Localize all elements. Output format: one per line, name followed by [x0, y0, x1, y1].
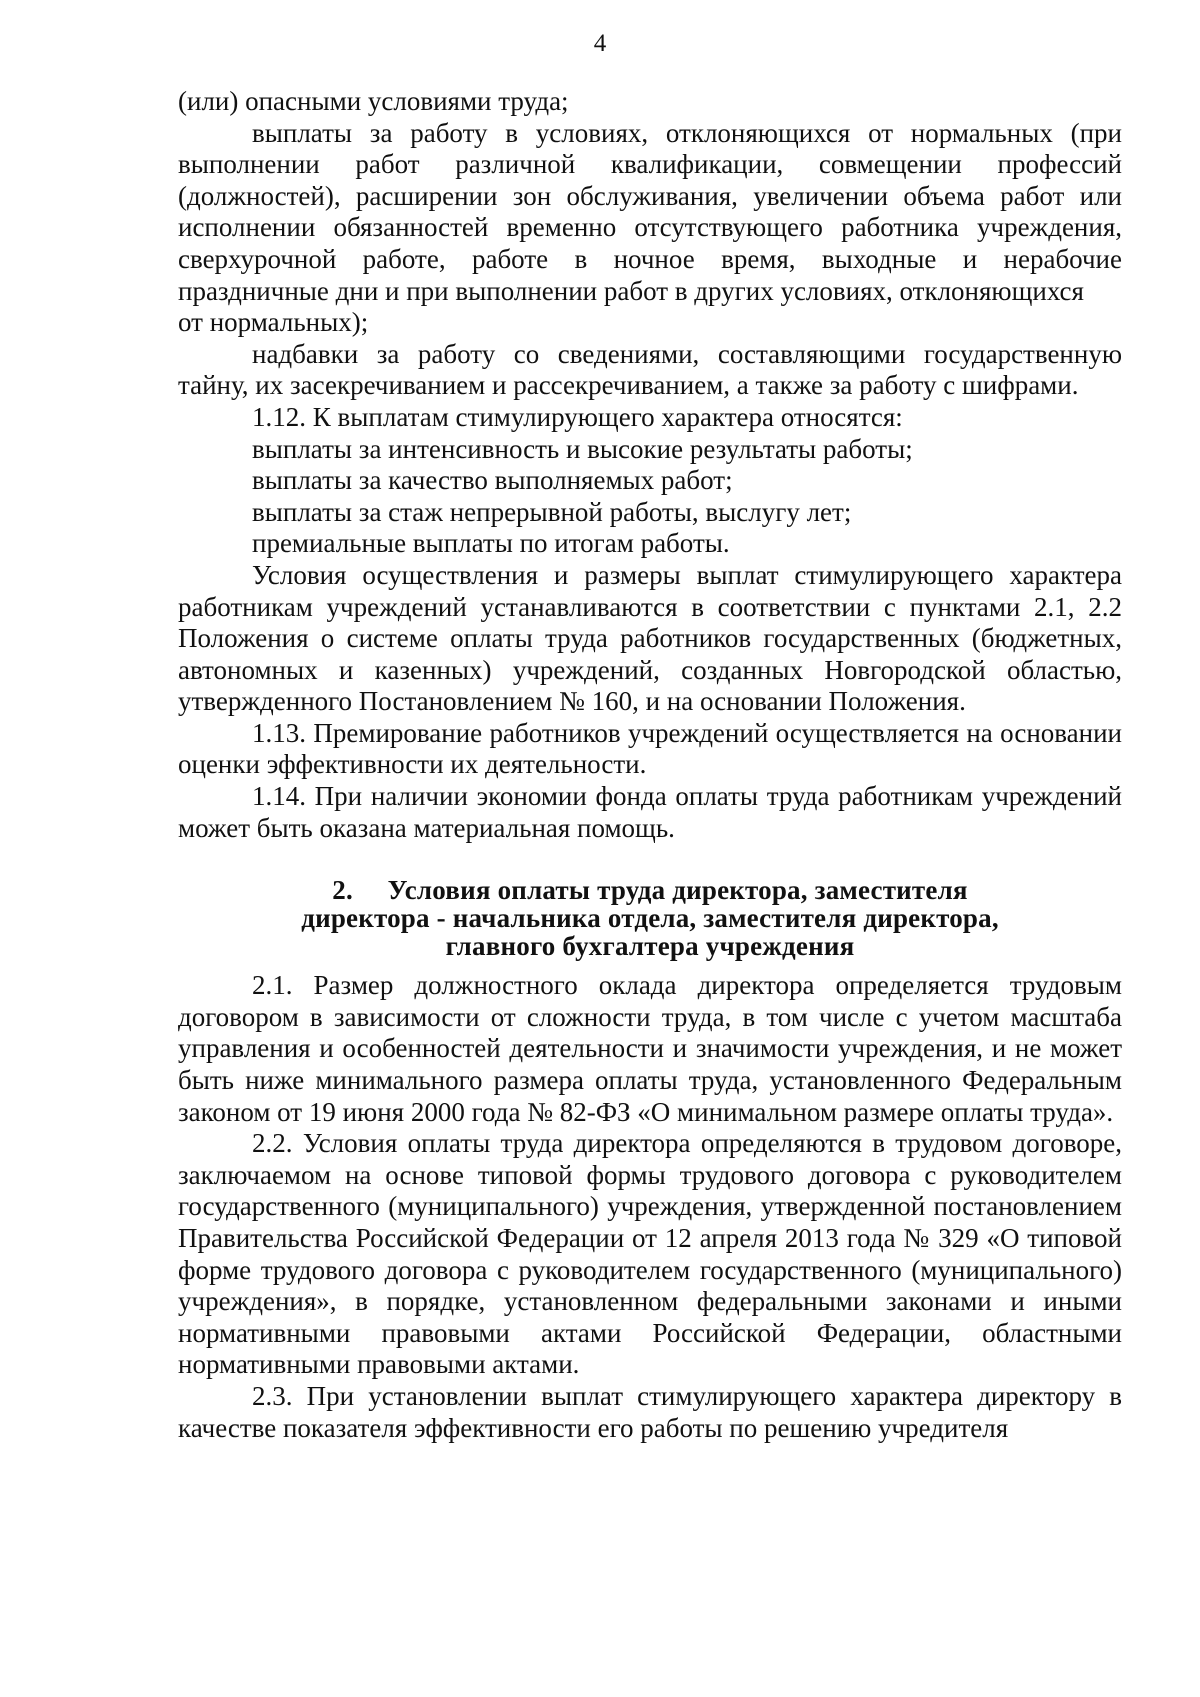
list-item-intensity: выплаты за интенсивность и высокие результаты работы;: [252, 433, 913, 464]
document-body: [178, 86, 1122, 1444]
paragraph-stimulating-conditions: Условия осуществления и размеры выплат стимулирующего характера работникам учреждений устанавливаются в соответствии с пунктами 2.1, 2.2 Положения о системе оплаты труда работников государственных (бюджетных, автономных и казенных) учреждений, созданных Новгородской областью, утвержденного Постановлением № 160, и на основании Положения.: [178, 559, 1122, 717]
list-item-seniority: выплаты за стаж непрерывной работы, выслугу лет;: [252, 496, 852, 527]
paragraph-1-13: 1.13. Премирование работников учреждений осуществляется на основании оценки эффективности их деятельности.: [178, 717, 1122, 780]
list-item-bonus: премиальные выплаты по итогам работы.: [252, 528, 730, 559]
paragraph-continuation: (или) опасными условиями труда;: [178, 86, 569, 116]
paragraph-overtime-payments-end: от нормальных);: [178, 307, 369, 338]
section-heading-line-1: 2. Условия оплаты труда директора, заместителя: [332, 875, 968, 906]
paragraph-2-2: 2.2. Условия оплаты труда директора определяются в трудовом договоре, заключаемом на основе типовой формы трудового договора с руководителем государственного (муниципального) учреждения, утвержденной постановлением Правительства Российской Федерации от 12 апреля 2013 года № 329 «О типовой форме трудового договора с руководителем государственного (муниципального) учреждения», в порядке, установленном федеральными законами и иными нормативными правовыми актами Российской Федерации, областными нормативными правовыми актами.: [178, 1128, 1122, 1380]
paragraph-1-12: 1.12. К выплатам стимулирующего характера относятся:: [252, 401, 903, 432]
paragraph-2-3: 2.3. При установлении выплат стимулирующего характера директору в качестве показателя эффективности его работы по решению учредителя: [178, 1380, 1122, 1443]
paragraph-state-secret-allowance: надбавки за работу со сведениями, составляющими государственную тайну, их засекречиванием и рассекречиванием, а также за работу с шифрами.: [178, 338, 1122, 401]
section-heading-line-3: главного бухгалтера учреждения: [445, 931, 855, 962]
list-item-quality: выплаты за качество выполняемых работ;: [252, 465, 733, 496]
section-heading-line-2: директора - начальника отдела, заместителя директора,: [301, 903, 999, 934]
section-heading: [178, 876, 1122, 960]
paragraph-2-1: 2.1. Размер должностного оклада директора определяется трудовым договором в зависимости от сложности труда, в том числе с учетом масштаба управления и особенностей деятельности и значимости учреждения, и не может быть ниже минимального размера оплаты труда, установленного Федеральным законом от 19 июня 2000 года № 82-ФЗ «О минимальном размере оплаты труда».: [178, 970, 1122, 1127]
paragraph-1-14: 1.14. При наличии экономии фонда оплаты труда работникам учреждений может быть оказана материальная помощь.: [178, 781, 1122, 843]
paragraph-overtime-payments: выплаты за работу в условиях, отклоняющихся от нормальных (при выполнении работ различной квалификации, совмещении профессий (должностей), расширении зон обслуживания, увеличении объема работ или исполнении обязанностей временно отсутствующего работника учреждения, сверхурочной работе, работе в ночное время, выходные и нерабочие праздничные дни и при выполнении работ в других условиях, отклоняющихся: [178, 117, 1122, 306]
page-number: 4: [593, 30, 607, 57]
